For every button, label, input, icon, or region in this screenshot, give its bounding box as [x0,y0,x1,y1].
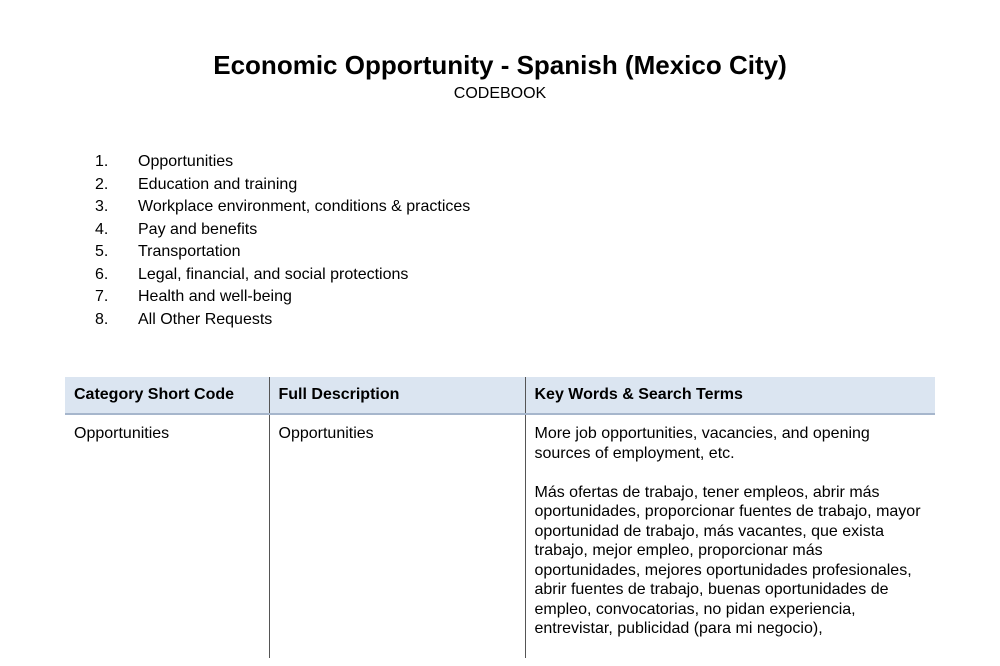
category-list [95,151,470,331]
table-header-row [65,377,935,414]
category-number: 7. [95,288,109,305]
category-label: Education and training [138,175,298,193]
document-title: Economic Opportunity - Spanish (Mexico City) [213,50,787,80]
category-list-item [95,174,470,197]
document-subtitle: CODEBOOK [453,85,547,102]
category-list-item [95,309,470,332]
category-list-item [95,286,470,309]
category-label: Transportation [138,243,241,260]
category-label: Health and well-being [138,288,292,305]
category-label: Pay and benefits [138,220,258,238]
category-number: 4. [95,220,109,238]
category-number: 6. [95,265,109,283]
category-number: 2. [95,175,109,193]
category-label: Workplace environment, conditions & practices [138,198,471,215]
category-number: 1. [95,153,109,170]
category-list-item [95,196,470,219]
category-label: All Other Requests [138,310,273,328]
category-number: 3. [95,198,109,215]
category-label: Opportunities [138,153,234,170]
keywords-english: More job opportunities, vacancies, and opening sources of employment, etc. [534,425,870,462]
codebook-table [65,377,935,658]
keywords-spanish: Más ofertas de trabajo, tener empleos, abrir más oportunidades, proporcionar fuentes de trabajo, mayor oportunidad de trabajo, más vacantes, que exista trabajo, mejor empleo, proporcionar más oportunidades, mejores oportunidades profesionales, abrir fuentes de trabajo, buenas oportunidades de empleo, convocatorias, no pidan experiencia, entrevistar, publicidad (para mi negocio), [534,483,921,637]
category-list-item [95,219,470,242]
category-number: 8. [95,310,109,328]
category-label: Legal, financial, and social protections [138,265,409,283]
column-header-full-description: Full Description [269,377,525,414]
table-row [65,414,935,658]
category-list-item [95,151,470,174]
category-number: 5. [95,243,109,260]
column-header-keywords: Key Words & Search Terms [525,377,935,414]
category-list-item [95,241,470,264]
cell-short-code: Opportunities [74,425,170,442]
category-list-item [95,264,470,287]
column-header-short-code: Category Short Code [65,377,269,414]
cell-full-description: Opportunities [269,414,525,658]
cell-keywords [525,414,935,658]
